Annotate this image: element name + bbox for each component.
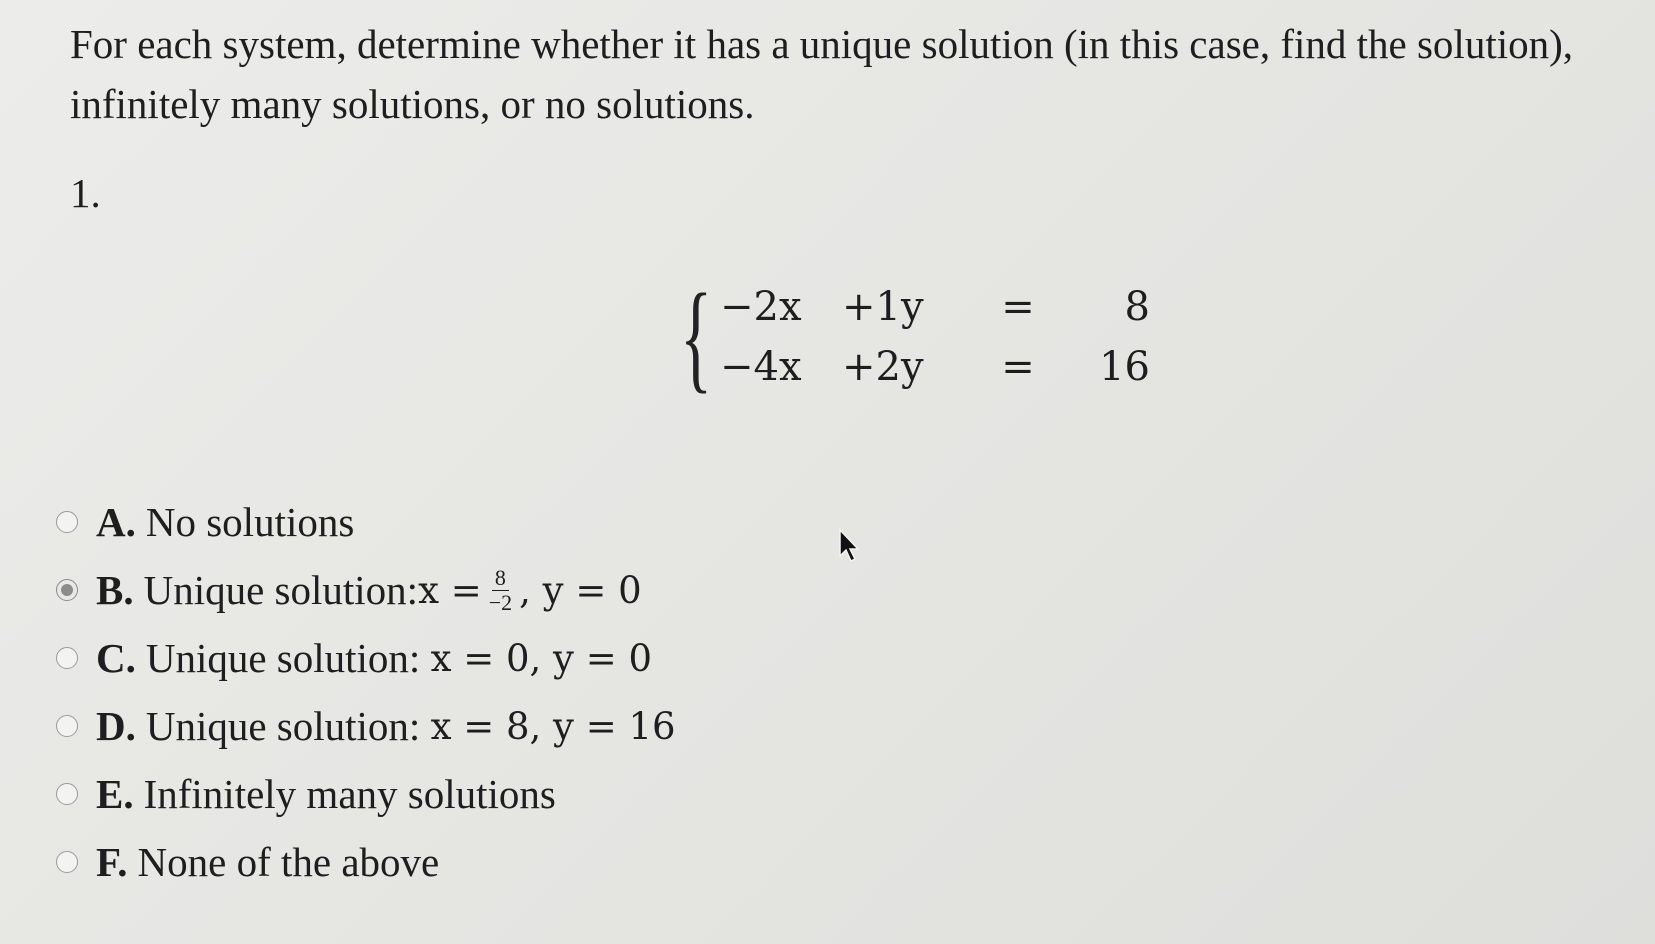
option-c[interactable] (56, 624, 676, 692)
equation-system (680, 269, 1150, 404)
x-term: −2x (720, 284, 802, 330)
option-letter: B. (96, 567, 134, 613)
answer-options (56, 488, 676, 896)
option-f[interactable] (56, 828, 676, 896)
option-text: None of the above (137, 839, 440, 885)
rhs-value: 8 (1124, 284, 1150, 330)
problem-number: 1. (70, 170, 101, 216)
option-letter: D. (96, 703, 136, 749)
equation-table (720, 277, 1150, 397)
option-math: x = 8, y = 16 (430, 704, 676, 748)
option-text: No solutions (145, 499, 355, 545)
option-b[interactable] (56, 556, 676, 624)
fraction-numerator: 8 (492, 566, 509, 591)
option-a[interactable] (56, 488, 676, 556)
option-text: Infinitely many solutions (143, 771, 556, 817)
y-term: +2y (842, 344, 924, 390)
radio-selected-dot (61, 584, 73, 596)
radio-button-c[interactable] (56, 647, 78, 669)
option-prefix: Unique solution: (145, 635, 421, 681)
x-term: −4x (720, 344, 802, 390)
option-math-x: x = (418, 568, 482, 612)
equation-row-2 (720, 337, 1150, 397)
radio-button-b[interactable] (56, 579, 78, 601)
y-term: +1y (842, 284, 924, 330)
mouse-pointer-icon (838, 528, 862, 564)
rhs-value: 16 (1099, 344, 1150, 390)
relation: = (1001, 344, 1035, 390)
option-letter: C. (96, 635, 136, 681)
question-prompt: For each system, determine whether it has a unique solution (in this case, find the solution), infinitely many solutions, or no solutions. (70, 21, 1574, 127)
option-letter: F. (96, 839, 128, 885)
fraction (486, 566, 515, 615)
radio-button-e[interactable] (56, 783, 78, 805)
option-math: x = 0, y = 0 (430, 636, 652, 680)
option-prefix: Unique solution: (145, 703, 421, 749)
option-letter: E. (96, 771, 134, 817)
option-math-rest: , y = 0 (519, 568, 642, 612)
radio-button-f[interactable] (56, 851, 78, 873)
fraction-denominator: −2 (488, 589, 513, 615)
relation: = (1001, 284, 1035, 330)
option-d[interactable] (56, 692, 676, 760)
left-brace: { (680, 269, 713, 404)
option-e[interactable] (56, 760, 676, 828)
equation-row-1 (720, 277, 1150, 337)
option-letter: A. (96, 499, 136, 545)
radio-button-a[interactable] (56, 511, 78, 533)
option-prefix: Unique solution: (143, 567, 419, 613)
radio-button-d[interactable] (56, 715, 78, 737)
